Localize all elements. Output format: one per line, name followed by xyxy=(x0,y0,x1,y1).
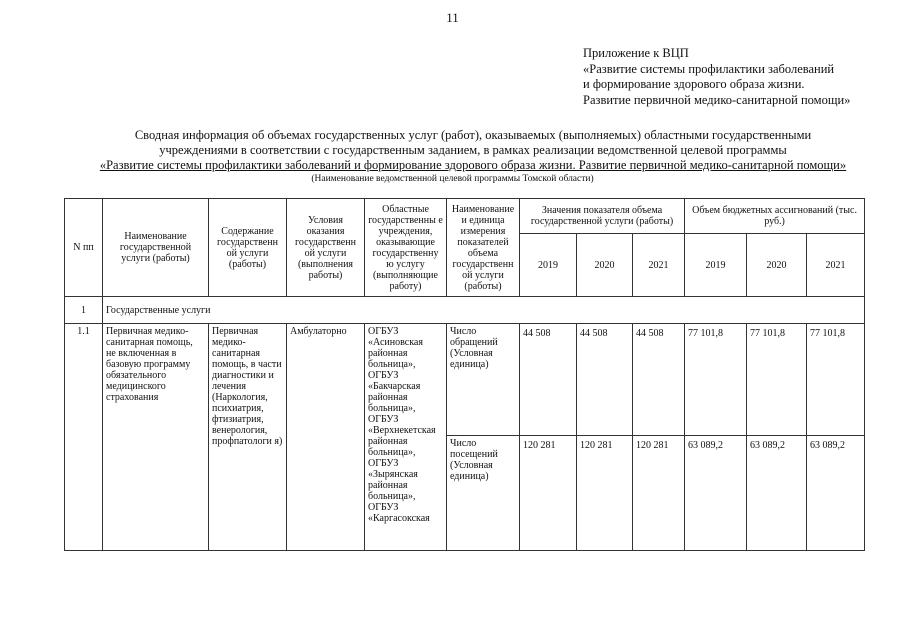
volume-value: 120 281 xyxy=(577,436,633,551)
budget-value: 77 101,8 xyxy=(807,324,865,436)
indicator-name: Число обращений (Условная единица) xyxy=(447,324,520,436)
volume-value: 120 281 xyxy=(633,436,685,551)
year-cell: 2021 xyxy=(807,234,865,297)
budget-value: 77 101,8 xyxy=(685,324,747,436)
appendix-note xyxy=(583,46,850,108)
appendix-line: «Развитие системы профилактики заболеваний xyxy=(583,61,835,76)
budget-value: 63 089,2 xyxy=(747,436,807,551)
appendix-line: Приложение к ВЦП xyxy=(583,46,689,60)
volume-value: 120 281 xyxy=(520,436,577,551)
header-service: Наименование государственной услуги (работы) xyxy=(103,199,209,297)
table-row xyxy=(65,324,865,436)
row-content: Первичная медико-санитарная помощь, в части диагностики и лечения (Наркология, психиатрия, фтизиатрия, венерология, профпатологи я) xyxy=(209,324,287,551)
row-service: Первичная медико-санитарная помощь, не включенная в базовую программу обязательного медицинского страхования xyxy=(103,324,209,551)
title-line: Сводная информация об объемах государственных услуг (работ), оказываемых (выполняемых) областными государственными xyxy=(134,128,812,142)
year-cell: 2019 xyxy=(685,234,747,297)
program-caption: (Наименование ведомственной целевой программы Томской области) xyxy=(311,174,594,184)
year-cell: 2019 xyxy=(520,234,577,297)
header-budget-group: Объем бюджетных ассигнований (тыс. руб.) xyxy=(685,199,865,234)
header-conditions: Условия оказания государственн ой услуги (выполнения работы) xyxy=(287,199,365,297)
document-title xyxy=(40,128,905,174)
budget-value: 77 101,8 xyxy=(747,324,807,436)
title-line: учреждениями в соответствии с государственным заданием, в рамках реализации ведомственной целевой программы xyxy=(159,143,787,158)
row-institutions: ОГБУЗ «Асиновская районная больница», ОГБУЗ «Бакчарская районная больница», ОГБУЗ «Верхнекетская районная больница», ОГБУЗ «Зырянская районная больница», ОГБУЗ «Каргасокская xyxy=(365,324,447,551)
year-cell: 2020 xyxy=(747,234,807,297)
row-num: 1.1 xyxy=(65,324,103,551)
header-volume-group: Значения показателя объема государственной услуги (работы) xyxy=(520,199,685,234)
header-content: Содержание государственн ой услуги (работы) xyxy=(209,199,287,297)
row-conditions: Амбулаторно xyxy=(287,324,365,551)
volume-value: 44 508 xyxy=(520,324,577,436)
services-table xyxy=(64,198,865,551)
section-num: 1 xyxy=(65,297,103,324)
section-label: Государственные услуги xyxy=(103,297,865,324)
budget-value: 63 089,2 xyxy=(685,436,747,551)
header-num: N пп xyxy=(65,199,103,297)
year-cell: 2021 xyxy=(633,234,685,297)
volume-value: 44 508 xyxy=(577,324,633,436)
header-indicator: Наименование и единица измерения показателей объема государственн ой услуги (работы) xyxy=(447,199,520,297)
section-row xyxy=(65,297,865,324)
page-number: 11 xyxy=(446,10,459,25)
appendix-line: Развитие первичной медико-санитарной помощи» xyxy=(583,92,851,107)
budget-value: 63 089,2 xyxy=(807,436,865,551)
program-name: «Развитие системы профилактики заболеваний и формирование здорового образа жизни. Развитие первичной медико-санитарной помощи» xyxy=(99,158,847,173)
indicator-name: Число посещений (Условная единица) xyxy=(447,436,520,551)
table-header-row xyxy=(65,199,865,234)
header-institutions: Областные государственны е учреждения, оказывающие государственну ю услугу (выполняющие работу) xyxy=(365,199,447,297)
year-cell: 2020 xyxy=(577,234,633,297)
volume-value: 44 508 xyxy=(633,324,685,436)
appendix-line: и формирование здорового образа жизни. xyxy=(583,77,805,91)
